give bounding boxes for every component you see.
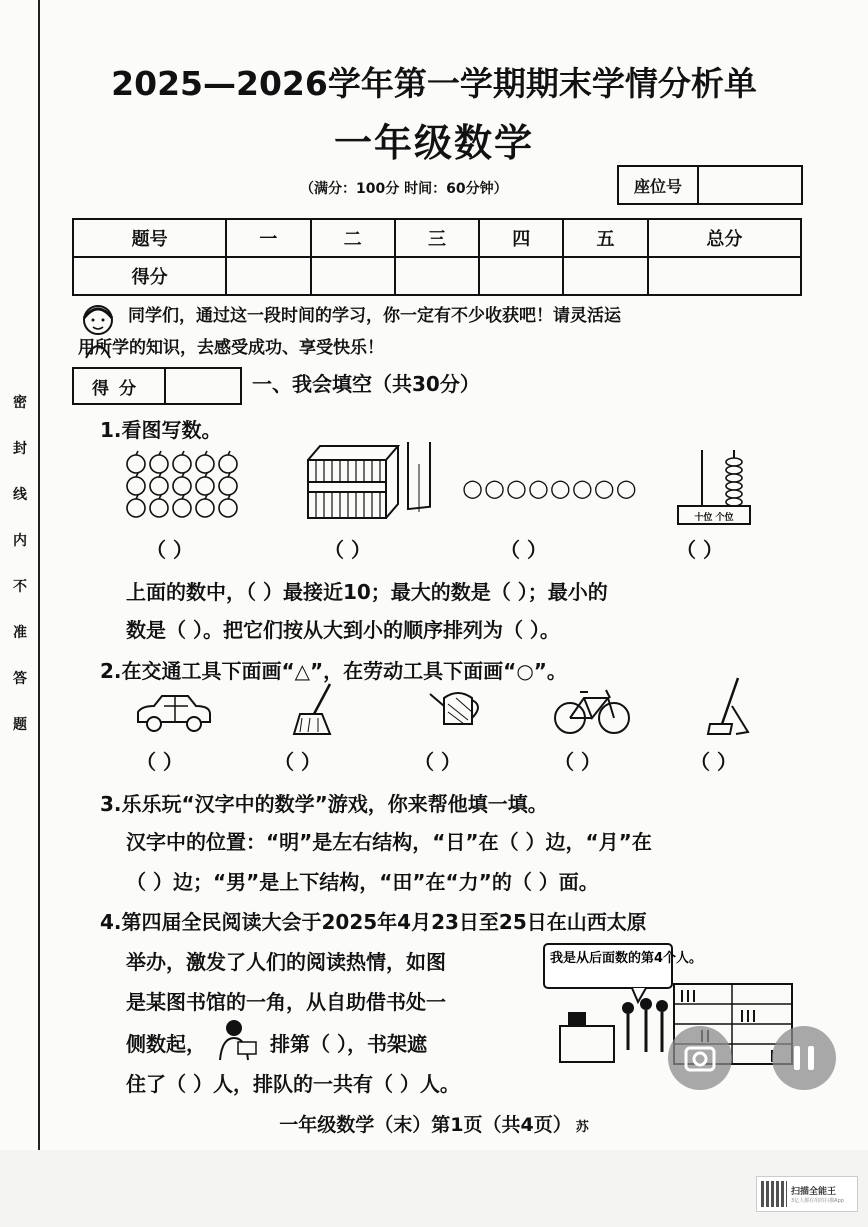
tomato [127, 499, 145, 517]
footer-mark: 苏 [575, 1120, 589, 1135]
intro-line-1: 同学们，通过这一段时间的学习，你一定有不少收获吧！请灵活运 [128, 306, 621, 326]
score-cell[interactable] [648, 257, 801, 295]
header-cell: 三 [395, 219, 479, 257]
q4-line-1: 4.第四届全民阅读大会于2025年4月23日至25日在山西太原 [100, 910, 647, 934]
answer-blank[interactable]: （ ） [324, 538, 371, 562]
header-cell: 题号 [73, 219, 226, 257]
score-table-header [73, 219, 801, 257]
exam-info: （满分：100分 时间：60分钟） [300, 181, 508, 197]
header-cell: 五 [563, 219, 647, 257]
q4-line-5: 住了（ ）人，排队的一共有（ ）人。 [126, 1072, 460, 1096]
score-table-row [73, 257, 801, 295]
tomato [219, 455, 237, 473]
mop-dustpan-icon [702, 676, 754, 738]
tomato [219, 477, 237, 495]
q3-title: 3.乐乐玩“汉字中的数学”游戏，你来帮他填一填。 [100, 792, 548, 816]
score-table [72, 218, 802, 296]
score-cell[interactable] [479, 257, 563, 295]
answer-blank[interactable]: （ ） [136, 750, 183, 774]
header-cell: 四 [479, 219, 563, 257]
q3-line-1: 汉字中的位置：“明”是左右结构，“日”在（ ）边，“月”在 [126, 830, 652, 854]
row-label: 得分 [73, 257, 226, 295]
abacus-label: 十位 个位 [694, 513, 734, 523]
tomato [173, 477, 191, 495]
tomato [219, 499, 237, 517]
watering-can-icon [428, 684, 486, 734]
bundled-sticks-image [304, 442, 440, 524]
tomato [173, 455, 191, 473]
side-seal-text: 密封线内不准答题 [13, 395, 27, 733]
score-cell[interactable] [311, 257, 395, 295]
header-cell: 一 [226, 219, 310, 257]
camera-overlay-button[interactable] [668, 1026, 732, 1090]
broom-icon [290, 680, 344, 738]
intro-line-2: 用所学的知识，去感受成功、享受快乐！ [78, 338, 384, 358]
score-cell[interactable] [563, 257, 647, 295]
tomato [150, 477, 168, 495]
tomato [173, 499, 191, 517]
pause-overlay-button[interactable] [772, 1026, 836, 1090]
q1-title: 1.看图写数。 [100, 418, 222, 442]
scanner-watermark [756, 1176, 858, 1212]
pause-icon [772, 1026, 836, 1090]
answer-blank[interactable]: （ ） [676, 538, 723, 562]
q1-line-2: 数是（ ）。把它们按从大到小的顺序排列为（ ）。 [126, 618, 560, 642]
abacus-image [674, 448, 754, 528]
score-cell[interactable] [226, 257, 310, 295]
section-score-box[interactable] [72, 367, 242, 405]
answer-blank[interactable]: （ ） [414, 750, 461, 774]
scanner-name: 扫描全能王 [791, 1187, 837, 1197]
tomatoes-image [124, 450, 254, 522]
footer-text: 一年级数学（末）第1页（共4页） [279, 1114, 572, 1136]
answer-blank[interactable]: （ ） [690, 750, 737, 774]
subject-title: 一年级数学 [333, 121, 534, 165]
tomato [196, 455, 214, 473]
reader-icon [214, 1018, 260, 1062]
header-cell: 总分 [648, 219, 801, 257]
exam-title: 2025—2026学年第一学期期末学情分析单 [111, 64, 757, 103]
answer-blank[interactable]: （ ） [554, 750, 601, 774]
q4-line-4b: 排第（ ），书架遮 [270, 1032, 427, 1056]
tomato [127, 455, 145, 473]
q1-line-1: 上面的数中，（ ）最接近10；最大的数是（ ）；最小的 [126, 580, 608, 604]
tomato [150, 499, 168, 517]
q3-line-2: （ ）边；“男”是上下结构，“田”在“力”的（ ）面。 [126, 870, 599, 894]
section-score-label: 得分 [74, 369, 166, 403]
camera-icon [668, 1026, 732, 1090]
section-1-title: 一、我会填空（共30分） [252, 372, 480, 396]
q4-line-2: 举办，激发了人们的阅读热情，如图 [126, 950, 446, 974]
seat-number-field[interactable] [699, 167, 801, 203]
seat-number-box[interactable] [617, 165, 803, 205]
q4-line-4a: 侧数起， [126, 1032, 206, 1056]
page-footer [0, 1110, 868, 1137]
seat-number-label: 座位号 [619, 167, 699, 203]
binding-line [38, 0, 40, 1150]
header-cell: 二 [311, 219, 395, 257]
car-icon [134, 690, 214, 734]
q4-line-3: 是某图书馆的一角，从自助借书处一 [126, 990, 446, 1014]
answer-blank[interactable]: （ ） [500, 538, 547, 562]
tomato [196, 477, 214, 495]
qr-code-icon [761, 1181, 787, 1207]
scanner-subtitle: 3亿人都在用的扫描App [791, 1198, 844, 1204]
bicycle-icon [552, 684, 632, 736]
section-score-field[interactable] [166, 369, 240, 403]
circles-image: ○○○○○○○○ [462, 474, 638, 502]
speech-bubble-text: 我是从后面数的第4个人。 [550, 951, 703, 966]
answer-blank[interactable]: （ ） [146, 538, 193, 562]
tomato [196, 499, 214, 517]
tomato [127, 477, 145, 495]
svg-text:我是从后面数的第4个人。 [550, 950, 702, 966]
tomato [150, 455, 168, 473]
answer-blank[interactable]: （ ） [274, 750, 321, 774]
q2-title: 2.在交通工具下面画“△”，在劳动工具下面画“○”。 [100, 659, 567, 683]
score-cell[interactable] [395, 257, 479, 295]
